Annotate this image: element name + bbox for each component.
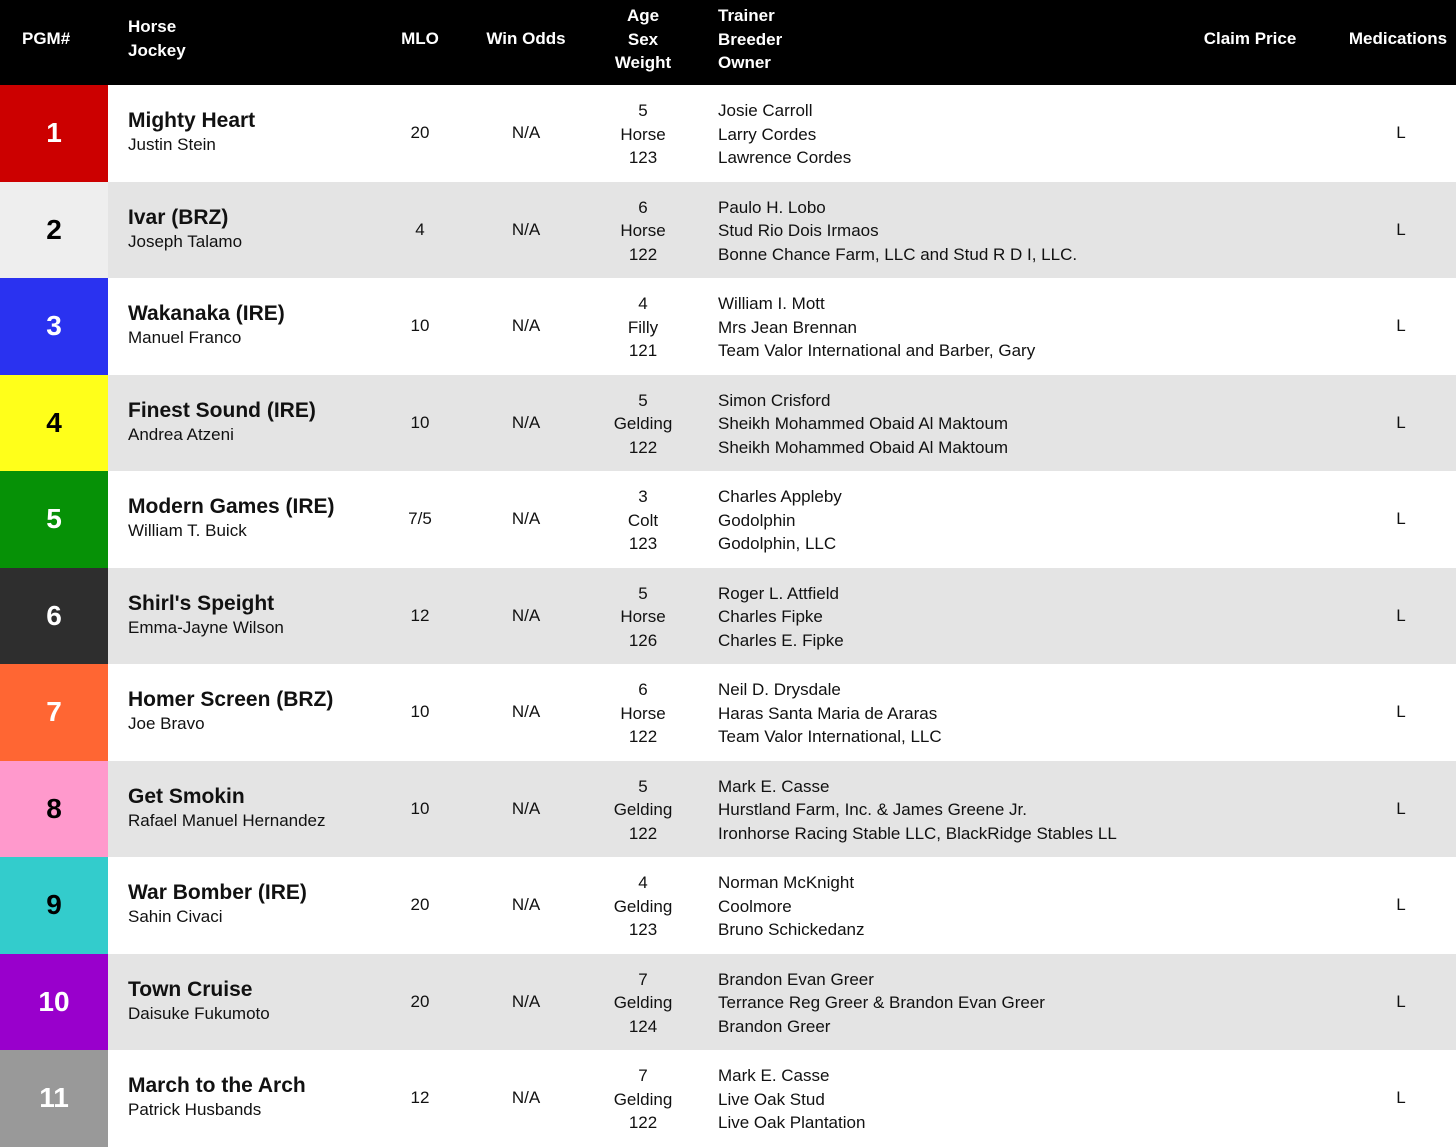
header-breeder: Breeder [718, 29, 783, 49]
horse-jockey-cell [128, 1073, 306, 1121]
jockey-name: Manuel Franco [128, 328, 242, 347]
saddle-cloth-number: 11 [0, 1050, 108, 1147]
weight: 122 [628, 1113, 658, 1132]
breeder: Live Oak Stud [718, 1089, 825, 1109]
age: 5 [638, 101, 648, 120]
header-trainer-breeder-owner [718, 4, 782, 75]
sex: Horse [620, 221, 666, 240]
win-odds: N/A [511, 316, 541, 336]
horse-name[interactable]: Get Smokin [128, 784, 245, 808]
claim-price [1190, 568, 1310, 665]
sex: Gelding [613, 800, 673, 819]
claim-price [1190, 85, 1310, 182]
age: 6 [638, 680, 648, 699]
weight: 126 [628, 630, 658, 650]
claim-price [1190, 664, 1310, 761]
owner: Team Valor International, LLC [718, 727, 942, 746]
connections-cell [718, 485, 842, 556]
weight: 122 [628, 823, 658, 843]
jockey-name: Rafael Manuel Hernandez [128, 810, 326, 830]
age-sex-weight-cell [593, 99, 693, 170]
breeder: Haras Santa Maria de Araras [718, 703, 938, 723]
morning-line-odds: 4 [415, 219, 425, 239]
saddle-cloth-number: 2 [0, 182, 108, 279]
jockey-name: William T. Buick [128, 521, 247, 540]
table-row[interactable] [0, 278, 1456, 375]
claim-price [1190, 471, 1310, 568]
table-body [0, 85, 1456, 1147]
weight: 123 [628, 920, 658, 939]
horse-jockey-cell [128, 784, 326, 832]
owner: Bruno Schickedanz [718, 920, 865, 939]
connections-cell [718, 1064, 865, 1135]
claim-price [1190, 954, 1310, 1051]
morning-line-odds: 12 [410, 605, 430, 625]
age-sex-weight-cell [593, 968, 693, 1039]
claim-price [1190, 182, 1310, 279]
breeder: Godolphin [718, 510, 796, 530]
jockey-name: Patrick Husbands [128, 1100, 262, 1119]
medications: L [1396, 316, 1406, 336]
medications: L [1396, 605, 1406, 625]
claim-price [1190, 857, 1310, 954]
trainer: Neil D. Drysdale [718, 680, 841, 699]
saddle-cloth-number: 1 [0, 85, 108, 182]
trainer: William I. Mott [718, 294, 825, 313]
table-row[interactable] [0, 471, 1456, 568]
header-age: Age [626, 6, 660, 25]
saddle-cloth-number: 7 [0, 664, 108, 761]
header-claim-price: Claim Price [1203, 29, 1297, 48]
medications: L [1396, 509, 1406, 529]
age: 6 [638, 197, 648, 217]
sex: Gelding [613, 896, 673, 916]
medications: L [1396, 895, 1406, 915]
weight: 123 [628, 534, 658, 553]
medications: L [1396, 123, 1406, 143]
owner: Live Oak Plantation [718, 1113, 866, 1132]
breeder: Mrs Jean Brennan [718, 317, 857, 337]
owner: Charles E. Fipke [718, 630, 844, 650]
saddle-cloth-number: 10 [0, 954, 108, 1051]
connections-cell [718, 968, 1045, 1039]
age-sex-weight-cell [593, 389, 693, 460]
connections-cell [718, 775, 1117, 846]
morning-line-odds: 10 [410, 702, 430, 722]
owner: Brandon Greer [718, 1016, 831, 1036]
trainer: Josie Carroll [718, 101, 813, 120]
jockey-name: Andrea Atzeni [128, 424, 234, 444]
age: 5 [638, 583, 648, 603]
trainer: Simon Crisford [718, 390, 831, 410]
owner: Bonne Chance Farm, LLC and Stud R D I, LLC. [718, 244, 1078, 264]
table-row[interactable] [0, 375, 1456, 472]
claim-price [1190, 761, 1310, 858]
trainer: Charles Appleby [718, 487, 842, 506]
horse-jockey-cell [128, 205, 242, 253]
sex: Horse [620, 124, 666, 144]
morning-line-odds: 10 [410, 412, 430, 432]
header-pgm: PGM# [22, 29, 71, 48]
connections-cell [718, 389, 1008, 460]
saddle-cloth-number: 4 [0, 375, 108, 472]
trainer: Paulo H. Lobo [718, 197, 826, 217]
age: 4 [638, 873, 648, 892]
saddle-cloth-number: 8 [0, 761, 108, 858]
header-weight: Weight [614, 53, 672, 72]
breeder: Stud Rio Dois Irmaos [718, 221, 879, 240]
sex: Gelding [613, 993, 673, 1012]
horse-name[interactable]: Shirl's Speight [128, 591, 275, 615]
jockey-name: Emma-Jayne Wilson [128, 617, 284, 637]
weight: 121 [628, 341, 658, 360]
horse-jockey-cell [128, 398, 316, 446]
trainer: Mark E. Casse [718, 776, 830, 796]
jockey-name: Justin Stein [128, 135, 216, 154]
sex: Horse [620, 607, 666, 626]
sex: Gelding [613, 414, 673, 433]
owner: Lawrence Cordes [718, 148, 852, 167]
breeder: Sheikh Mohammed Obaid Al Maktoum [718, 414, 1009, 433]
horse-jockey-cell [128, 494, 335, 542]
morning-line-odds: 20 [410, 991, 430, 1011]
weight: 123 [628, 148, 658, 167]
sex: Colt [627, 510, 659, 530]
saddle-cloth-number: 6 [0, 568, 108, 665]
weight: 122 [628, 727, 658, 746]
table-row[interactable] [0, 857, 1456, 954]
horse-name[interactable]: Wakanaka (IRE) [128, 302, 285, 325]
header-horse-jockey [128, 15, 186, 62]
connections-cell [718, 196, 1077, 267]
horse-jockey-cell [128, 108, 255, 156]
morning-line-odds: 10 [410, 316, 430, 336]
medications: L [1396, 219, 1406, 239]
medications: L [1396, 991, 1406, 1011]
morning-line-odds: 20 [410, 895, 430, 915]
sex: Horse [620, 703, 666, 723]
horse-name[interactable]: Town Cruise [128, 977, 253, 1001]
age-sex-weight-cell [593, 678, 693, 749]
header-jockey: Jockey [128, 40, 186, 60]
breeder: Coolmore [718, 896, 792, 916]
table-row[interactable] [0, 761, 1456, 858]
claim-price [1190, 278, 1310, 375]
table-row[interactable] [0, 568, 1456, 665]
horse-jockey-cell [128, 301, 285, 349]
win-odds: N/A [511, 509, 541, 529]
owner: Sheikh Mohammed Obaid Al Maktoum [718, 437, 1009, 457]
header-win-odds: Win Odds [486, 29, 566, 48]
saddle-cloth-number: 3 [0, 278, 108, 375]
sex: Filly [627, 317, 659, 337]
age-sex-weight-cell [593, 1064, 693, 1135]
win-odds: N/A [511, 219, 541, 239]
connections-cell [718, 871, 864, 942]
win-odds: N/A [511, 1088, 541, 1108]
age-sex-weight-cell [593, 582, 693, 653]
horse-jockey-cell [128, 880, 307, 928]
connections-cell [718, 99, 851, 170]
jockey-name: Joe Bravo [128, 714, 205, 733]
win-odds: N/A [511, 605, 541, 625]
jockey-name: Daisuke Fukumoto [128, 1003, 270, 1023]
horse-name[interactable]: Homer Screen (BRZ) [128, 688, 334, 711]
header-mlo: MLO [401, 29, 439, 48]
trainer: Roger L. Attfield [718, 583, 839, 603]
owner: Godolphin, LLC [718, 534, 837, 553]
win-odds: N/A [511, 798, 541, 818]
table-header [0, 0, 1456, 85]
table-row[interactable] [0, 954, 1456, 1051]
connections-cell [718, 582, 844, 653]
jockey-name: Sahin Civaci [128, 907, 223, 926]
table-row[interactable] [0, 182, 1456, 279]
win-odds: N/A [511, 412, 541, 432]
owner: Ironhorse Racing Stable LLC, BlackRidge Stables LL [718, 823, 1117, 843]
win-odds: N/A [511, 895, 541, 915]
header-age-sex-weight [593, 4, 693, 75]
header-horse: Horse [128, 17, 177, 36]
medications: L [1396, 412, 1406, 432]
horse-name[interactable]: March to the Arch [128, 1074, 306, 1097]
morning-line-odds: 7/5 [408, 509, 432, 529]
horse-name[interactable]: Modern Games (IRE) [128, 495, 335, 518]
age: 4 [638, 294, 648, 313]
connections-cell [718, 678, 942, 749]
age-sex-weight-cell [593, 196, 693, 267]
breeder: Charles Fipke [718, 607, 823, 626]
weight: 122 [628, 244, 658, 264]
claim-price [1190, 375, 1310, 472]
medications: L [1396, 1088, 1406, 1108]
header-medications: Medications [1348, 29, 1448, 48]
breeder: Terrance Reg Greer & Brandon Evan Greer [718, 993, 1045, 1012]
horse-name[interactable]: Mighty Heart [128, 109, 256, 132]
age: 7 [638, 969, 648, 989]
age: 3 [638, 487, 648, 506]
header-sex: Sex [627, 29, 659, 49]
header-trainer: Trainer [718, 6, 775, 25]
horse-name[interactable]: Finest Sound (IRE) [128, 398, 316, 422]
header-owner: Owner [718, 53, 771, 72]
age: 5 [638, 390, 648, 410]
table-row[interactable] [0, 85, 1456, 182]
age-sex-weight-cell [593, 775, 693, 846]
morning-line-odds: 20 [410, 123, 430, 143]
horse-name[interactable]: Ivar (BRZ) [128, 205, 229, 229]
horse-jockey-cell [128, 591, 284, 639]
horse-jockey-cell [128, 977, 270, 1025]
morning-line-odds: 10 [410, 798, 430, 818]
win-odds: N/A [511, 123, 541, 143]
horse-name[interactable]: War Bomber (IRE) [128, 881, 307, 904]
medications: L [1396, 798, 1406, 818]
saddle-cloth-number: 5 [0, 471, 108, 568]
weight: 124 [628, 1016, 658, 1036]
table-row[interactable] [0, 664, 1456, 761]
horse-jockey-cell [128, 687, 333, 735]
connections-cell [718, 292, 1035, 363]
age-sex-weight-cell [593, 871, 693, 942]
age-sex-weight-cell [593, 292, 693, 363]
breeder: Hurstland Farm, Inc. & James Greene Jr. [718, 800, 1027, 819]
owner: Team Valor International and Barber, Gary [718, 341, 1036, 360]
age-sex-weight-cell [593, 485, 693, 556]
trainer: Brandon Evan Greer [718, 969, 874, 989]
sex: Gelding [613, 1089, 673, 1109]
saddle-cloth-number: 9 [0, 857, 108, 954]
breeder: Larry Cordes [718, 124, 817, 144]
age: 5 [638, 776, 648, 796]
medications: L [1396, 702, 1406, 722]
age: 7 [638, 1066, 648, 1085]
table-row[interactable] [0, 1050, 1456, 1147]
weight: 122 [628, 437, 658, 457]
win-odds: N/A [511, 991, 541, 1011]
morning-line-odds: 12 [410, 1088, 430, 1108]
jockey-name: Joseph Talamo [128, 231, 243, 251]
win-odds: N/A [511, 702, 541, 722]
claim-price [1190, 1050, 1310, 1147]
trainer: Mark E. Casse [718, 1066, 830, 1085]
trainer: Norman McKnight [718, 873, 855, 892]
